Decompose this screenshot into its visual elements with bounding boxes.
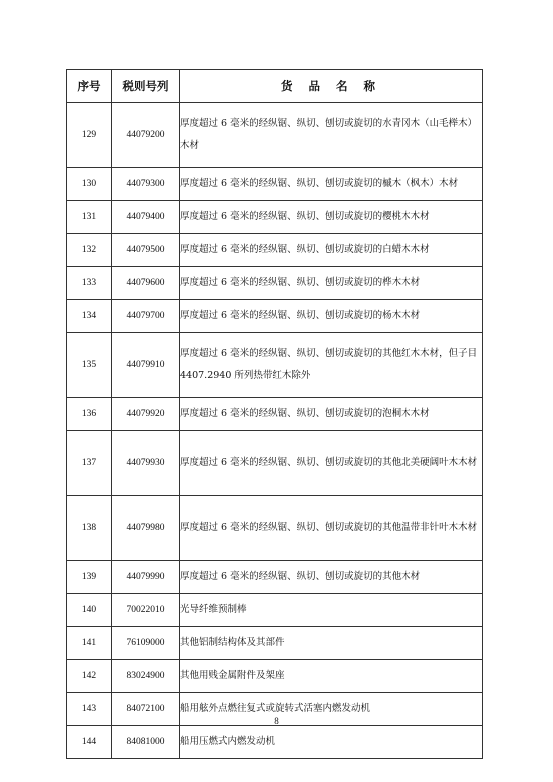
table-row: [67, 103, 483, 168]
row-tariff-code: 44079500: [112, 234, 180, 267]
row-goods-name: 厚度超过 6 毫米的经纵锯、纵切、刨切或旋切的泡桐木木材: [180, 398, 483, 431]
table-row: [67, 627, 483, 660]
row-index: 133: [67, 267, 112, 300]
row-goods-name: 厚度超过 6 毫米的经纵锯、纵切、刨切或旋切的槭木（枫木）木材: [180, 168, 483, 201]
row-goods-name: 厚度超过 6 毫米的经纵锯、纵切、刨切或旋切的白蜡木木材: [180, 234, 483, 267]
header-goods-name: 货 品 名 称: [180, 70, 483, 103]
row-tariff-code: 84081000: [112, 726, 180, 759]
row-tariff-code: 44079700: [112, 300, 180, 333]
row-goods-name: 其他用贱金属附件及架座: [180, 660, 483, 693]
row-index: 138: [67, 496, 112, 561]
table-row: [67, 300, 483, 333]
row-tariff-code: 70022010: [112, 594, 180, 627]
row-index: 134: [67, 300, 112, 333]
row-goods-name: 厚度超过 6 毫米的经纵锯、纵切、刨切或旋切的其他北美硬阔叶木木材: [180, 431, 483, 496]
row-tariff-code: 76109000: [112, 627, 180, 660]
row-tariff-code: 44079930: [112, 431, 180, 496]
row-index: 136: [67, 398, 112, 431]
row-goods-name: 厚度超过 6 毫米的经纵锯、纵切、刨切或旋切的其他红木木材，但子目 4407.2940 所列热带红木除外: [180, 333, 483, 398]
row-goods-name: 厚度超过 6 毫米的经纵锯、纵切、刨切或旋切的杨木木材: [180, 300, 483, 333]
table-row: [67, 267, 483, 300]
row-tariff-code: 83024900: [112, 660, 180, 693]
row-tariff-code: 84072100: [112, 693, 180, 726]
table-row: [67, 660, 483, 693]
table-row: [67, 726, 483, 759]
row-goods-name: 其他铝制结构体及其部件: [180, 627, 483, 660]
table-row: [67, 234, 483, 267]
row-index: 139: [67, 561, 112, 594]
row-tariff-code: 44079600: [112, 267, 180, 300]
table-row: [67, 496, 483, 561]
table-row: [67, 594, 483, 627]
row-tariff-code: 44079200: [112, 103, 180, 168]
row-index: 143: [67, 693, 112, 726]
row-index: 137: [67, 431, 112, 496]
row-tariff-code: 44079990: [112, 561, 180, 594]
row-goods-name: 光导纤维预制棒: [180, 594, 483, 627]
row-index: 131: [67, 201, 112, 234]
table-row: [67, 201, 483, 234]
table-row: [67, 333, 483, 398]
header-index: 序号: [67, 70, 112, 103]
row-goods-name: 厚度超过 6 毫米的经纵锯、纵切、刨切或旋切的其他温带非针叶木木材: [180, 496, 483, 561]
row-tariff-code: 44079980: [112, 496, 180, 561]
row-goods-name: 厚度超过 6 毫米的经纵锯、纵切、刨切或旋切的水青冈木（山毛榉木）木材: [180, 103, 483, 168]
row-index: 142: [67, 660, 112, 693]
row-index: 129: [67, 103, 112, 168]
row-index: 132: [67, 234, 112, 267]
row-index: 130: [67, 168, 112, 201]
table-row: [67, 168, 483, 201]
row-goods-name: 船用压燃式内燃发动机: [180, 726, 483, 759]
row-tariff-code: 44079400: [112, 201, 180, 234]
page-number: 8: [274, 716, 279, 726]
row-goods-name: 厚度超过 6 毫米的经纵锯、纵切、刨切或旋切的樱桃木木材: [180, 201, 483, 234]
header-tariff-code: 税则号列: [112, 70, 180, 103]
row-index: 144: [67, 726, 112, 759]
table-row: [67, 398, 483, 431]
row-tariff-code: 44079910: [112, 333, 180, 398]
table-header-row: [67, 70, 483, 103]
row-index: 141: [67, 627, 112, 660]
table-row: [67, 431, 483, 496]
goods-table: [66, 69, 483, 759]
row-tariff-code: 44079300: [112, 168, 180, 201]
row-index: 135: [67, 333, 112, 398]
row-tariff-code: 44079920: [112, 398, 180, 431]
row-index: 140: [67, 594, 112, 627]
row-goods-name: 船用舷外点燃往复式或旋转式活塞内燃发动机: [180, 693, 483, 726]
row-goods-name: 厚度超过 6 毫米的经纵锯、纵切、刨切或旋切的桦木木材: [180, 267, 483, 300]
row-goods-name: 厚度超过 6 毫米的经纵锯、纵切、刨切或旋切的其他木材: [180, 561, 483, 594]
table-row: [67, 561, 483, 594]
